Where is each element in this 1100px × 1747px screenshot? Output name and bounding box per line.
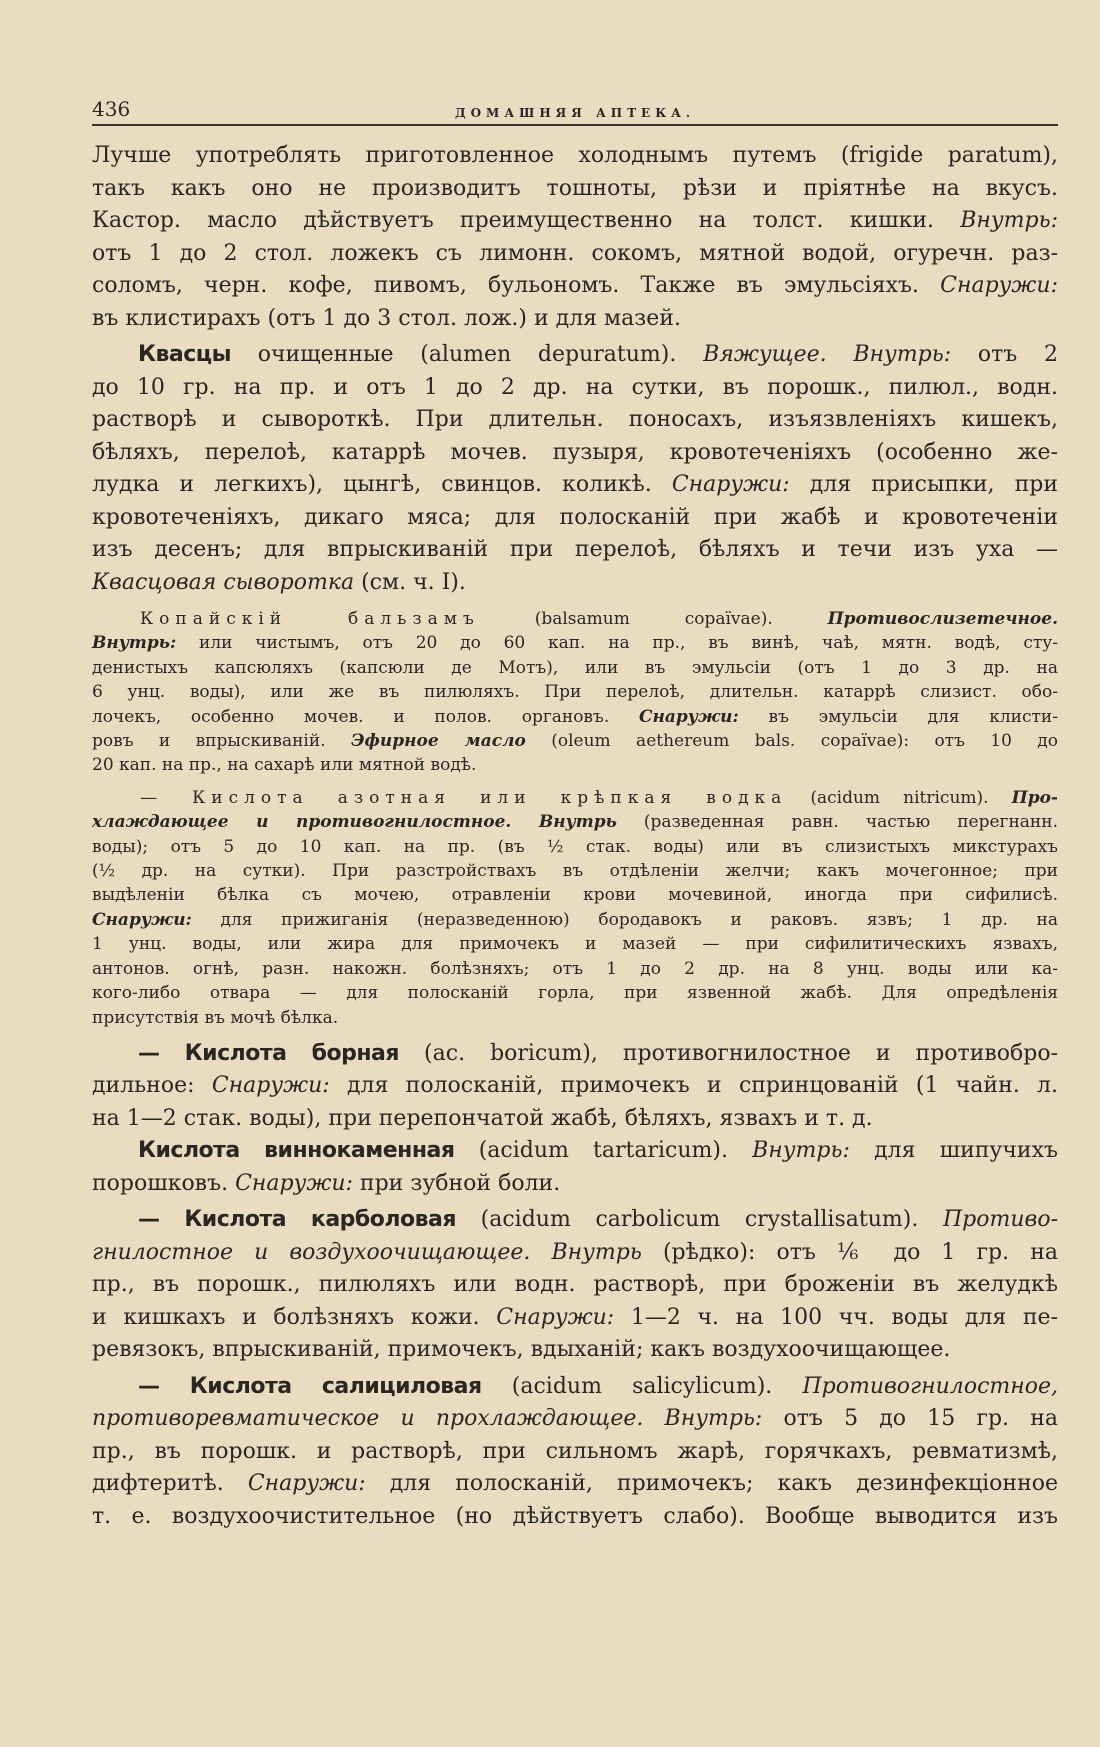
entry-alum: [92, 339, 1058, 599]
text-line: отъ 1 до 2 стол. ложекъ съ лимонн. сокомъ, мятной водой, огуречн. раз-: [92, 240, 1058, 266]
text-line: пр., въ порошк., пилюляхъ или водн. растворѣ, при броженіи въ желудкѣ: [92, 1272, 1058, 1298]
text-line: воды); отъ 5 до 10 кап. на пр. (въ ½ стак. воды) или въ слизистыхъ микстурахъ: [92, 836, 1058, 857]
text-line: (½ др. на сутки). При разстройствахъ въ отдѣленіи желчи; какъ мочегонное; при: [92, 861, 1058, 882]
text-line: выдѣленіи бѣлка съ мочею, отравленіи крови мочевиной, иногда при сифилисѣ.: [92, 885, 1058, 906]
text-line: гнилостное и воздухоочищающее. Внутрь (рѣдко): отъ ⅙ до 1 гр. на: [92, 1239, 1059, 1265]
text-line: т. е. воздухоочистительное (но дѣйствуетъ слабо). Вообще выводится изъ: [92, 1503, 1058, 1529]
text-line: денистыхъ капсюляхъ (капсюли де Мотъ), или въ эмульсіи (отъ 1 до 3 др. на: [92, 657, 1058, 678]
entry-copaiba: [92, 607, 1058, 778]
entry-heading: — Кислота салициловая: [138, 1373, 482, 1399]
text-line: 1 унц. воды, или жира для примочекъ и мазей — при сифилитическихъ язвахъ,: [92, 934, 1058, 955]
text-line: такъ какъ оно не производитъ тошноты, рѣзи и пріятнѣе на вкусъ.: [92, 175, 1058, 201]
text-line: Кислота виннокаменная (acidum tartaricum). Внутрь: для шипучихъ: [138, 1138, 1058, 1164]
entry-carbolic-acid: [92, 1204, 1058, 1367]
text-line: — Кислота борная (ac. boricum), противогнилостное и противобро-: [138, 1040, 1058, 1066]
text-line: порошковъ. Снаружи: при зубной боли.: [92, 1170, 561, 1196]
text-line: изъ десенъ; для впрыскиваній при перелоѣ, бѣляхъ и течи изъ уха —: [92, 537, 1058, 562]
page-header: [92, 97, 1058, 126]
text-line: Кастор. масло дѣйствуетъ преимущественно на толст. кишки. Внутрь:: [92, 208, 1059, 233]
text-line: Внутрь: или чистымъ, отъ 20 до 60 кап. на пр., въ винѣ, чаѣ, мятн. водѣ, сту-: [92, 633, 1058, 654]
text-line: 6 унц. воды), или же въ пилюляхъ. При перелоѣ, длительн. катаррѣ слизист. обо-: [92, 682, 1058, 703]
text-line: ровъ и впрыскиваній. Эфирное масло (oleum aethereum bals. copaïvae): отъ 10 до: [92, 731, 1059, 752]
text-line: ревязокъ, впрыскиваній, примочекъ, вдыханій; какъ воздухоочищающее.: [92, 1337, 951, 1363]
text-line: противоревматическое и прохлаждающее. Внутрь: отъ 5 до 15 гр. на: [92, 1406, 1058, 1432]
text-line: кого-либо отвара — для полосканій горла, при язвенной жабѣ. Для опредѣленія: [92, 983, 1058, 1004]
text-line: антонов. огнѣ, разн. накожн. болѣзняхъ; отъ 1 до 2 др. на 8 унц. воды или ка-: [92, 958, 1058, 979]
text-line: соломъ, черн. кофе, пивомъ, бульономъ. Также въ эмульсіяхъ. Снаружи:: [92, 273, 1058, 298]
text-line: лочекъ, особенно мочев. и полов. органовъ. Снаружи: въ эмульсіи для клисти-: [92, 706, 1059, 727]
text-line: Лучше употреблять приготовленное холоднымъ путемъ (frigide paratum),: [92, 143, 1058, 168]
text-line: хлаждающее и противогнилостное. Внутрь (разведенная равн. частью перегнанн.: [92, 812, 1058, 833]
text-line: въ клистирахъ (отъ 1 до 3 стол. лож.) и для мазей.: [92, 305, 681, 331]
entry-salicylic-acid: [92, 1371, 1058, 1534]
text-line: Копайскій бальзамъ (balsamum copaïvae). Противослизетечное.: [140, 609, 1058, 629]
text-line: на 1—2 стак. воды), при перепончатой жабѣ, бѣляхъ, язвахъ и т. д.: [92, 1105, 873, 1131]
text-line: до 10 гр. на пр. и отъ 1 до 2 др. на сутки, въ порошк., пилюл., водн.: [92, 374, 1058, 400]
text-line: дильное: Снаружи: для полосканій, примочекъ и спринцованій (1 чайн. л.: [92, 1073, 1058, 1099]
entry-nitric-acid: [92, 786, 1058, 1030]
text-line: Квасцовая сыворотка (см. ч. I).: [92, 569, 466, 595]
entry-tartaric-acid: [92, 1135, 1058, 1200]
entry-heading: Квасцы: [138, 342, 231, 367]
entry-heading: — Кислота борная: [138, 1040, 400, 1066]
text-line: кровотеченіяхъ, дикаго мяса; для полосканій при жабѣ и кровотеченіи: [92, 504, 1058, 530]
text-line: Снаружи: для прижиганія (неразведенною) бородавокъ и раковъ. язвъ; 1 др. на: [92, 909, 1058, 930]
text-line: пр., въ порошк. и растворѣ, при сильномъ жарѣ, горячкахъ, ревматизмѣ,: [92, 1438, 1058, 1464]
text-line: 20 кап. на пр., на сахарѣ или мятной водѣ.: [92, 755, 477, 776]
text-line: лудка и легкихъ), цынгѣ, свинцов. коликѣ. Снаружи: для присыпки, при: [92, 472, 1058, 497]
text-line: — Кислота карболовая (acidum carbolicum crystallisatum). Противо-: [138, 1207, 1058, 1233]
entry-boric-acid: [92, 1038, 1058, 1136]
text-line: присутствія въ мочѣ бѣлка.: [92, 1007, 339, 1028]
entry-castor-oil: [92, 140, 1058, 335]
entry-heading: — Кислота карболовая: [138, 1207, 457, 1233]
page-body: [92, 140, 1058, 1533]
entry-heading: Копайскій бальзамъ: [140, 609, 480, 629]
text-line: растворѣ и сывороткѣ. При длительн. поносахъ, изъязвленіяхъ кишекъ,: [92, 407, 1058, 432]
text-line: дифтеритѣ. Снаружи: для полосканій, примочекъ; какъ дезинфекціонное: [92, 1471, 1058, 1497]
text-line: бѣляхъ, перелоѣ, катаррѣ мочев. пузыря, кровотеченіяхъ (особенно же-: [92, 439, 1058, 465]
entry-heading: Кислота виннокаменная: [138, 1138, 455, 1164]
page-number: 436: [92, 97, 131, 121]
text-line: — Кислота салициловая (acidum salicylicum). Противогнилостное,: [138, 1373, 1058, 1399]
text-line: — Кислота азотная или крѣпкая водка (acidum nitricum). Про-: [140, 787, 1058, 808]
text-line: Квасцы очищенные (alumen depuratum). Вяжущее. Внутрь: отъ 2: [138, 342, 1059, 367]
running-title: ДОМАШНЯЯ АПТЕКА.: [454, 106, 696, 120]
entry-heading: — Кислота азотная или крѣпкая водка: [140, 787, 788, 808]
text-line: и кишкахъ и болѣзняхъ кожи. Снаружи: 1—2 ч. на 100 чч. воды для пе-: [92, 1304, 1058, 1330]
